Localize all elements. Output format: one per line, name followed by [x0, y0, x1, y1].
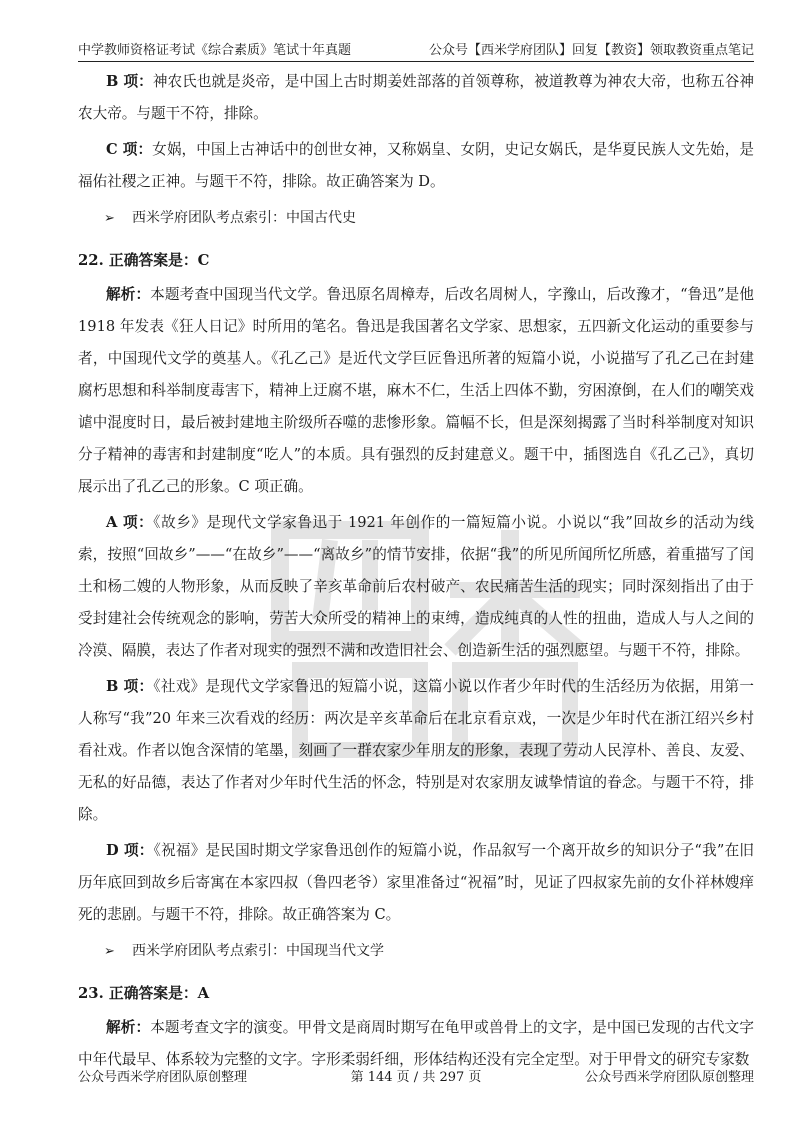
- topic-index-bullet: [78, 935, 754, 968]
- option-label: B 项：: [106, 73, 153, 90]
- topic-index-text: 西米学府团队考点索引：中国现当代文学: [132, 943, 384, 959]
- option-label: C 项：: [106, 141, 153, 158]
- paragraph-text: 《祝福》是民国时期文学家鲁迅创作的短篇小说，作品叙写一个离开故乡的知识分子“我”在旧历年底回到故乡后寄寓在本家四叔（鲁四老爷）家里准备过“祝福”时，见证了四叔家先前的女仆祥林嫂痒死的悲剧。与题干不符，排除。故正确答案为 C。: [78, 842, 754, 923]
- header-right-note: 公众号【西米学府团队】回复【教资】领取教资重点笔记: [428, 43, 754, 58]
- question-23-answer: 23. 正确答案是：A: [78, 985, 210, 1002]
- question-22-answer: 22. 正确答案是：C: [78, 252, 210, 269]
- option-d-explanation: [78, 835, 754, 931]
- header-left-title: 中学教师资格证考试《综合素质》笔试十年真题: [78, 43, 352, 58]
- topic-index-text: 西米学府团队考点索引：中国古代史: [132, 210, 356, 226]
- paragraph-text: 本题考查文字的演变。甲骨文是商周时期写在龟甲或兽骨上的文字，是中国已发现的古代文字中年代最早、体系较为完整的文字。字形柔弱纤细，形体结构还没有完全定型。对于甲骨文的研究专家数: [78, 1019, 754, 1068]
- footer-right-credit: 公众号西米学府团队原创整理: [584, 1070, 754, 1085]
- option-label: B 项：: [106, 678, 154, 695]
- paragraph-text: 神农氏也就是炎帝，是中国上古时期姜姓部落的首领尊称，被道教尊为神农大帝，也称五谷神农大帝。与题干不符，排除。: [78, 73, 754, 122]
- paragraph-text: 本题考查中国现当代文学。鲁迅原名周樟寿，后改名周树人，字豫山，后改豫才，“鲁迅”是他 1918 年发表《狂人日记》时所用的笔名。鲁迅是我国著名文学家、思想家，五四新文化运动的重要参与者，中国现代文学的奠基人。《孔乙己》是近代文学巨匠鲁迅所著的短篇小说，小说描写了孔乙己在封建腐朽思想和科举制度毒害下，精神上迂腐不堪，麻木不仁，生活上四体不勤，穷困潦倒，在人们的嘲笑戏谑中混度时日，最后被封建地主阶级所吞噬的悲惨形象。篇幅不长，但是深刻揭露了当时科举制度对知识分子精神的毒害和封建制度“吃人”的本质。具有强烈的反封建意义。题干中，插图选自《孔乙己》，真切展示出了孔乙己的形象。C 项正确。: [78, 286, 754, 495]
- arrow-bullet-icon: ➢: [104, 211, 115, 226]
- analysis-label: 解析：: [106, 1019, 151, 1036]
- option-b-explanation: [78, 66, 754, 130]
- option-label: A 项：: [106, 514, 154, 531]
- option-b-explanation: [78, 671, 754, 831]
- option-label: D 项：: [106, 842, 154, 859]
- paragraph-text: 《社戏》是现代文学家鲁迅的短篇小说，这篇小说以作者少年时代的生活经历为依据，用第一人称写“我”20 年来三次看戏的经历：两次是辛亥革命后在北京看京戏，一次是少年时代在浙江绍兴乡村看社戏。作者以饱含深情的笔墨，刻画了一群农家少年朋友的形象，表现了劳动人民淳朴、善良、友爱、无私的好品德，表达了作者对少年时代生活的怀念，特别是对农家朋友诚挚情谊的眷念。与题干不符，排除。: [78, 678, 754, 823]
- page-header: [78, 34, 754, 62]
- page-footer: [78, 1066, 754, 1085]
- page-content: [78, 66, 754, 1080]
- page-number: 第 144 页 / 共 297 页: [350, 1070, 482, 1085]
- option-c-explanation: [78, 134, 754, 198]
- footer-left-credit: 公众号西米学府团队原创整理: [78, 1070, 248, 1085]
- topic-index-bullet: [78, 202, 754, 235]
- arrow-bullet-icon: ➢: [104, 944, 115, 959]
- paragraph-text: 女娲，中国上古神话中的创世女神，又称娲皇、女阴，史记女娲氏，是华夏民族人文先始，是福佑社稷之正神。与题干不符，排除。故正确答案为 D。: [78, 141, 754, 190]
- question-22-analysis: [78, 279, 754, 503]
- option-a-explanation: [78, 507, 754, 667]
- analysis-label: 解析：: [106, 286, 151, 303]
- paragraph-text: 《故乡》是现代文学家鲁迅于 1921 年创作的一篇短篇小说。小说以“我”回故乡的活动为线索，按照“回故乡”——“在故乡”——“离故乡”的情节安排，依据“我”的所见所闻所忆所感，着重描写了闰土和杨二嫂的人物形象，从而反映了辛亥革命前后农村破产、农民痛苦生活的现实；同时深刻指出了由于受封建社会传统观念的影响，劳苦大众所受的精神上的束缚，造成纯真的人性的扭曲，造成人与人之间的冷漠、隔膜，表达了作者对现实的强烈不满和改造旧社会、创造新生活的强烈愿望。与题干不符，排除。: [78, 514, 754, 659]
